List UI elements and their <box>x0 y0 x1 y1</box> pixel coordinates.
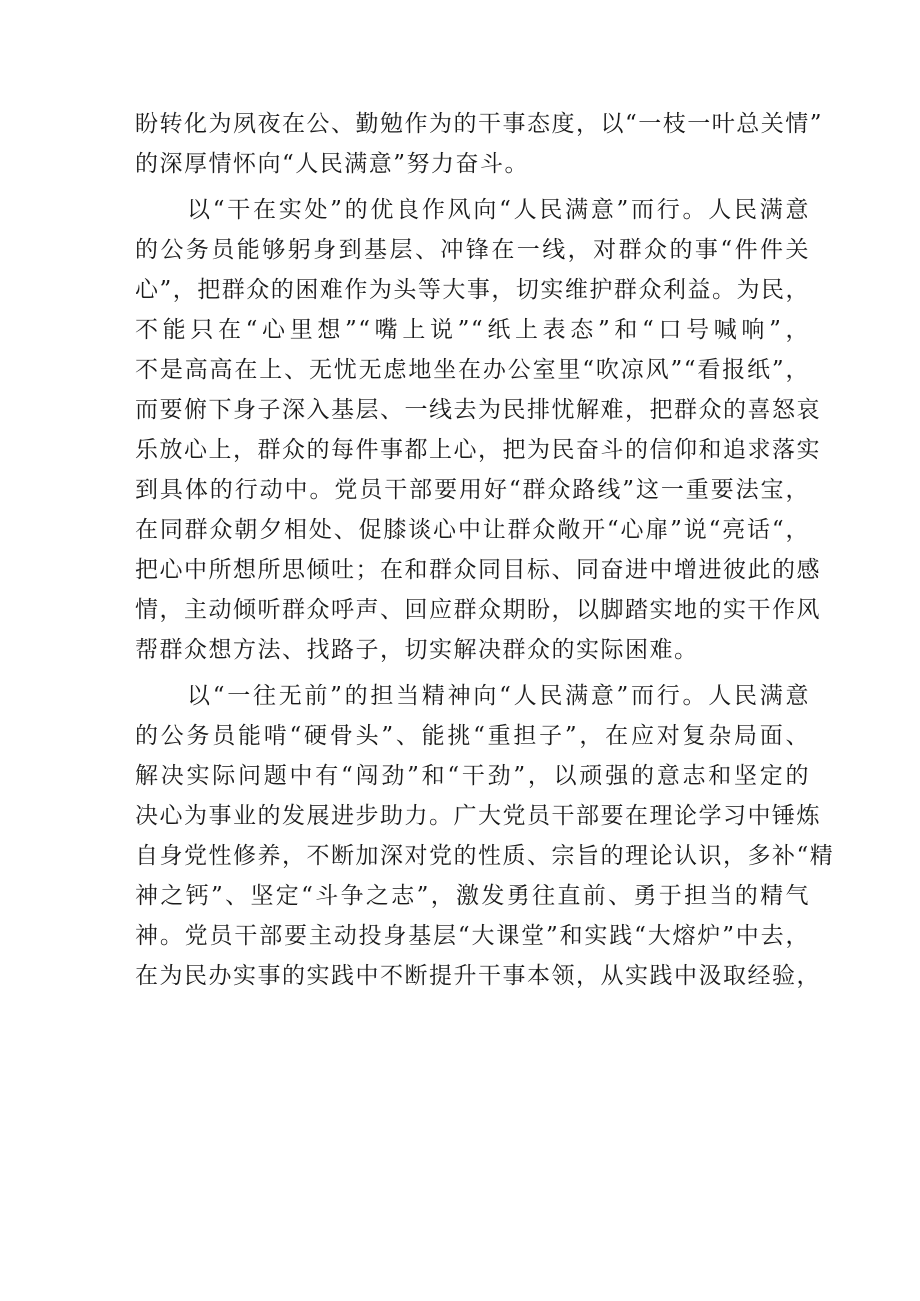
text-line: 神。党员干部要主动投身基层“大课堂”和实践“大熔炉”中去， <box>135 923 810 949</box>
text-line: 自身党性修养，不断加深对党的性质、宗旨的理论认识，多补“精 <box>135 843 835 869</box>
text-line: 不是高高在上、无忧无虑地坐在办公室里“吹凉风”“看报纸”， <box>135 357 810 383</box>
text-line: 以“一往无前”的担当精神向“人民满意”而行。人民满意 <box>187 683 810 709</box>
text-line: 到具体的行动中。党员干部要用好“群众路线”这一重要法宝， <box>135 477 810 503</box>
text-line: 的深厚情怀向“人民满意”努力奋斗。 <box>135 151 530 177</box>
text-line: 而要俯下身子深入基层、一线去为民排忧解难，把群众的喜怒哀 <box>135 397 821 423</box>
text-line: 在为民办实事的实践中不断提升干事本领，从实践中汲取经验， <box>135 963 821 989</box>
text-line: 把心中所想所思倾吐；在和群众同目标、同奋进中增进彼此的感 <box>135 557 821 583</box>
text-line: 的公务员能够躬身到基层、冲锋在一线，对群众的事“件件关 <box>135 237 810 263</box>
paragraph-3 <box>135 676 835 996</box>
text-line: 心”，把群众的困难作为头等大事，切实维护群众利益。为民， <box>135 277 810 303</box>
text-line: 盼转化为夙夜在公、勤勉作为的干事态度，以“一枝一叶总关情” <box>135 111 824 137</box>
text-line: 的公务员能啃“硬骨头”、能挑“重担子”，在应对复杂局面、 <box>135 723 810 749</box>
text-line: 不能只在“心里想”“嘴上说”“纸上表态”和“口号喊响”， <box>135 317 810 343</box>
text-line: 情，主动倾听群众呼声、回应群众期盼，以脚踏实地的实干作风 <box>135 597 821 623</box>
text-line: 神之钙”、坚定“斗争之志”，激发勇往直前、勇于担当的精气 <box>135 883 810 909</box>
paragraph-1 <box>135 104 824 184</box>
text-line: 乐放心上，群众的每件事都上心，把为民奋斗的信仰和追求落实 <box>135 437 821 463</box>
paragraph-2 <box>135 190 821 670</box>
body-text <box>135 104 835 996</box>
text-line: 解决实际问题中有“闯劲”和“干劲”，以顽强的意志和坚定的 <box>135 763 810 789</box>
text-line: 以“干在实处”的优良作风向“人民满意”而行。人民满意 <box>187 197 810 223</box>
text-line: 决心为事业的发展进步助力。广大党员干部要在理论学习中锤炼 <box>135 803 821 829</box>
text-line: 帮群众想方法、找路子，切实解决群众的实际困难。 <box>135 637 699 663</box>
text-line: 在同群众朝夕相处、促膝谈心中让群众敞开“心扉”说“亮话“， <box>135 517 810 543</box>
